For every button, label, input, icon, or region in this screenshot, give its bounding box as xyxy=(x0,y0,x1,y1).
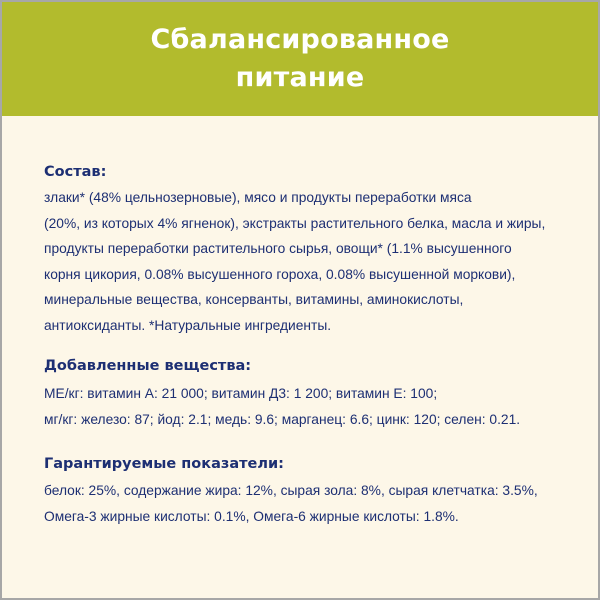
composition-section xyxy=(44,162,584,338)
guaranteed-analysis-line: Омега-3 жирные кислоты: 0.1%, Омега-6 жирные кислоты: 1.8%. xyxy=(44,508,459,524)
additives-section xyxy=(44,356,584,432)
additives-line: МЕ/кг: витамин А: 21 000; витамин Д3: 1 200; витамин Е: 100; xyxy=(44,386,438,401)
composition-line: (20%, из которых 4% ягненок), экстракты растительного белка, масла и жиры, xyxy=(44,215,546,231)
additives-title: Добавленные вещества: xyxy=(44,358,252,374)
composition-line: антиоксиданты. *Натуральные ингредиенты. xyxy=(44,317,332,333)
guaranteed-analysis-section xyxy=(44,454,584,529)
composition-line: корня цикория, 0.08% высушенного гороха, 0.08% высушенной моркови), xyxy=(44,266,516,282)
composition-title: Состав: xyxy=(44,164,107,180)
composition-line: злаки* (48% цельнозерновые), мясо и продукты переработки мяса xyxy=(44,190,472,205)
guaranteed-analysis-title: Гарантируемые показатели: xyxy=(44,456,284,472)
header-banner xyxy=(2,2,598,116)
header-title-line-2: питание xyxy=(235,62,365,93)
header-title-line-1: Сбалансированное xyxy=(150,24,450,55)
composition-line: минеральные вещества, консерванты, витамины, аминокислоты, xyxy=(44,292,464,307)
guaranteed-analysis-line: белок: 25%, содержание жира: 12%, сырая зола: 8%, сырая клетчатка: 3.5%, xyxy=(44,483,538,498)
content-area xyxy=(44,162,584,551)
additives-line: мг/кг: железо: 87; йод: 2.1; медь: 9.6; марганец: 6.6; цинк: 120; селен: 0.21. xyxy=(44,411,521,427)
composition-line: продукты переработки растительного сырья, овощи* (1.1% высушенного xyxy=(44,241,512,256)
